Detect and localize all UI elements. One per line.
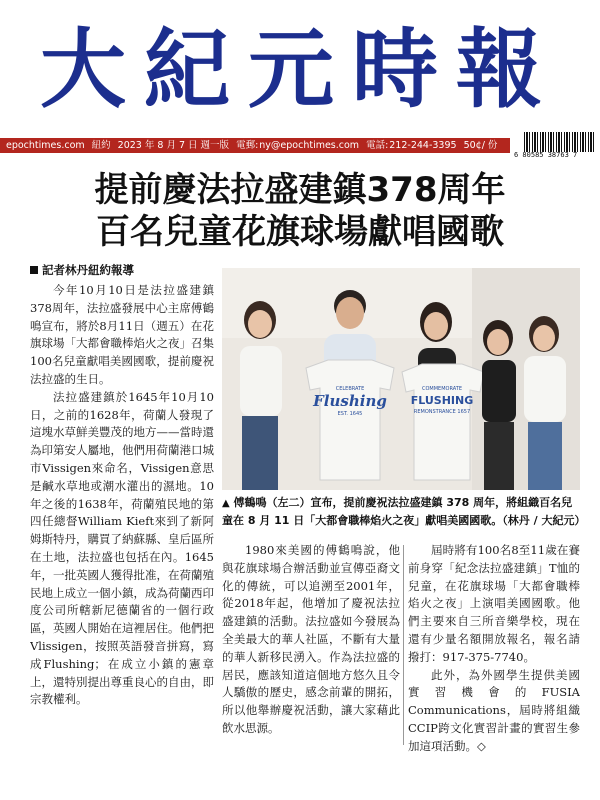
shirt-left-main-text: Flushing [313, 392, 387, 410]
caption-text: 傅鶴鳴（左二）宣布，提前慶祝法拉盛建鎮 378 周年，將組織百名兒童在 8 月 11 日「大都會職棒焰火之夜」獻唱美國國歌。（林丹 / 大紀元） [222, 496, 586, 527]
byline-square-icon [30, 266, 38, 274]
column-divider [403, 545, 404, 745]
article-paragraph: 1980來美國的傅鶴鳴說，他與花旗球場合辦活動並宣傳亞裔文化的傳統，可以追溯至2001年，從2018年起，他增加了慶祝法拉盛建鎮的活動。法拉盛如今發展為全美最大的華人社區，不斷有大量的華人新移民湧入。作為法拉盛的居民，應該知道這個地方悠久且令人驕傲的歷史，感念前輩的開拓，所以他舉辦慶祝活動，讓大家藉此飲水思源。 [222, 543, 400, 735]
shirt-left-top-text: CELEBRATE [335, 386, 365, 392]
email-label: 電郵: [236, 140, 259, 151]
article-column-2 [222, 542, 400, 782]
site-name: epochtimes.com [6, 140, 85, 151]
article-paragraph: 屆時將有100名8至11歲在賽前身穿「紀念法拉盛建鎮」T恤的兒童，在花旗球場「大都會職棒焰火之夜」上演唱美國國歌。他們主要來自三所音樂學校，現在還有少量名額開放報名，報名請撥打：917-375-7740。 [408, 543, 580, 664]
article-column-1 [30, 282, 214, 782]
issue-date: 2023 年 8 月 7 日 週一版 [117, 140, 230, 151]
photo-illustration [222, 268, 580, 490]
headline-line-2: 百名兒童花旗球場獻唱國歌 [96, 212, 504, 252]
newspaper-title: 大紀元時報 [40, 20, 560, 120]
email-address: ny@epochtimes.com [259, 140, 360, 151]
shirt-right-main-text: FLUSHING [410, 394, 474, 407]
article-paragraph: 今年10月10日是法拉盛建鎮378周年，法拉盛發展中心主席傅鶴鳴宣布，將於8月11日（週五）在花旗球場「大都會職棒焰火之夜」召集100名兒童獻唱美國國歌，提前慶祝法拉盛的生日。 [30, 283, 214, 386]
info-bar [0, 138, 510, 153]
news-photo [222, 268, 580, 490]
issue-price: 50¢/ 份 [463, 140, 498, 151]
article-paragraph: 此外，為外國學生提供美國實習機會的FUSIA Communications，屆時將組織CCIP跨文化實習計畫的實習生參加這項活動。◇ [408, 667, 580, 753]
photo-caption [222, 494, 586, 529]
barcode-digits: 6 80585 38763 7 [514, 151, 578, 159]
phone-number: 212-244-3395 [389, 140, 457, 151]
shirt-left-sub-text: EST. 1645 [337, 411, 363, 417]
phone-label: 電話: [366, 140, 389, 151]
byline-text: 記者林丹紐約報導 [42, 263, 134, 277]
headline-line-1: 提前慶法拉盛建鎮378周年 [94, 170, 506, 210]
barcode [514, 132, 598, 160]
edition-city: 紐約 [91, 140, 111, 151]
article-column-3 [408, 542, 580, 782]
masthead [0, 0, 600, 130]
byline [30, 262, 220, 278]
shirt-right-sub-text: REMONSTRANCE 1657 [413, 409, 471, 415]
shirt-right-top-text: COMMEMORATE [422, 386, 462, 392]
article-paragraph: 法拉盛建鎮於1645年10月10日，之前的1628年，荷蘭人發現了這塊水草鮮美豐茂的地方——當時還為印第安人屬地，他們用荷蘭港口城市Vissigen來命名，Vissigen意思是鹹水草地或潮水灌出的濕地。10年之後的1638年，荷蘭殖民地的第四任總督William Kieft來到了新阿姆斯特丹，購買了納蘇縣、皇后區所在土地，法拉盛也包括在內。1645年，一批英國人獲得批准，在荷蘭殖民地上成立一個小鎮，成為荷蘭西印度公司所轄新尼德蘭省的一個行政區，英國人開始在這裡居住。他們把Vlissigen，按照英語發音拼寫，寫成Flushing；在成立小鎮的憲章上，還特別提出尊重良心的自由，即宗教權利。 [30, 389, 214, 707]
barcode-bars [524, 132, 596, 152]
caption-marker: ▲ [222, 498, 230, 509]
